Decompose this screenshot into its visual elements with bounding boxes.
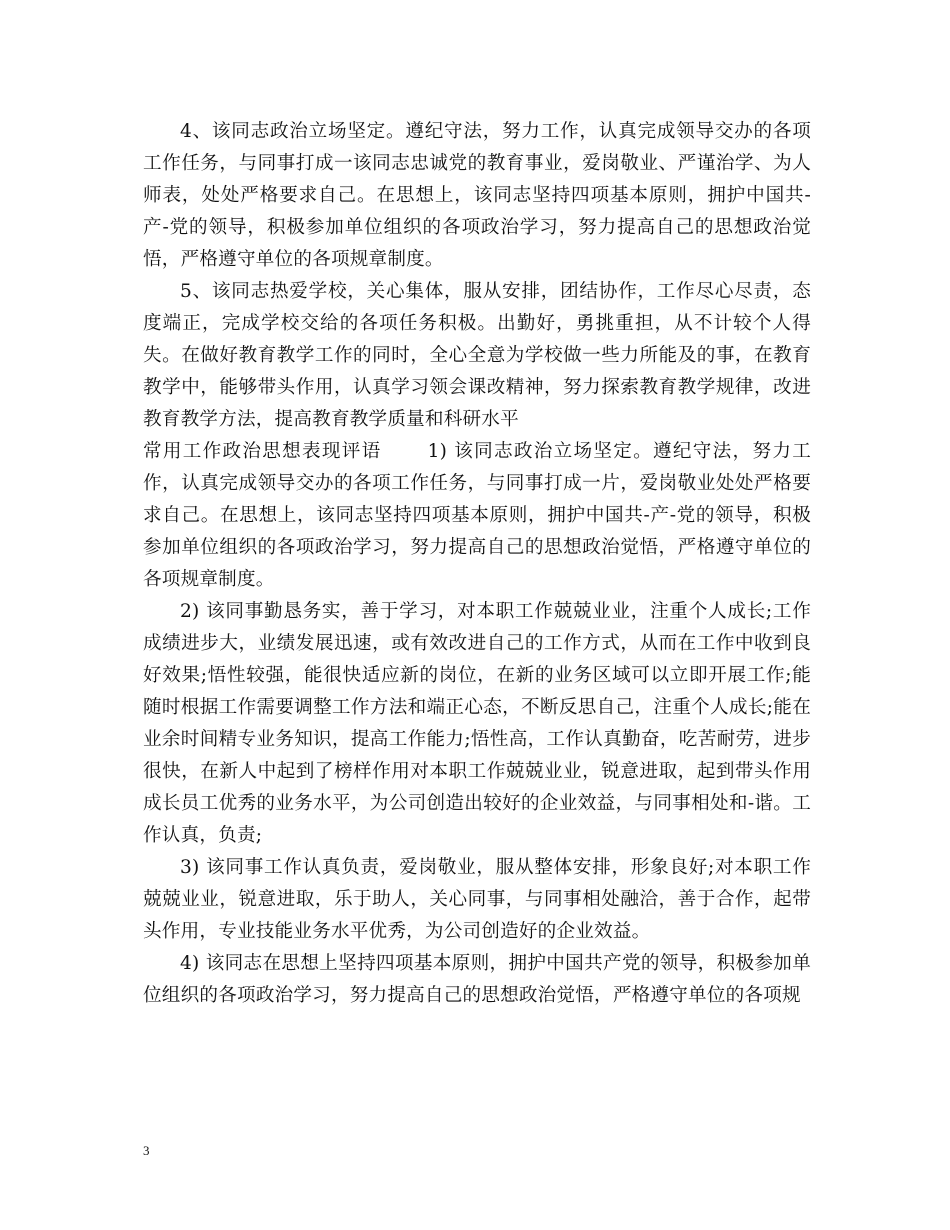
list-item-1: 1) 该同志政治立场坚定。遵纪守法，努力工作，认真完成领导交办的各项工作任务，与同事打成一片，爱岗敬业处处严格要求自己。在思想上，该同志坚持四项基本原则，拥护中国共-产-党的领导，积极参加单位组织的各项政治学习，努力提高自己的思想政治觉悟，严格遵守单位的各项规章制度。 — [143, 441, 811, 590]
section-heading: 常用工作政治思想表现评语 — [143, 441, 382, 462]
list-item-2: 2) 该同事勤恳务实，善于学习，对本职工作兢兢业业，注重个人成长;工作成绩进步大，业绩发展迅速，或有效改进自己的工作方式，从而在工作中收到良好效果;悟性较强，能很快适应新的岗位，在新的业务区域可以立即开展工作;能随时根据工作需要调整工作方法和端正心态，不断反思自己，注重个人成长;能在业余时间精专业务知识，提高工作能力;悟性高，工作认真勤奋，吃苦耐劳，进步很快，在新人中起到了榜样作用对本职工作兢兢业业，锐意进取，起到带头作用成长员工优秀的业务水平，为公司创造出较好的企业效益，与同事相处和-谐。工作认真，负责; — [143, 601, 811, 846]
document-body — [143, 116, 811, 1012]
paragraph-4: 4、该同志政治立场坚定。遵纪守法，努力工作，认真完成领导交办的各项工作任务，与同事打成一该同志忠诚党的教育事业，爱岗敬业、严谨治学、为人师表，处处严格要求自己。在思想上，该同志坚持四项基本原则，拥护中国共-产-党的领导，积极参加单位组织的各项政治学习，努力提高自己的思想政治觉悟，严格遵守单位的各项规章制度。 — [143, 121, 811, 270]
paragraph-5: 5、该同志热爱学校，关心集体，服从安排，团结协作，工作尽心尽责，态度端正，完成学校交给的各项任务积极。出勤好，勇挑重担，从不计较个人得失。在做好教育教学工作的同时，全心全意为学校做一些力所能及的事，在教育教学中，能够带头作用，认真学习领会课改精神，努力探索教育教学规律，改进教育教学方法，提高教育教学质量和科研水平 — [143, 281, 811, 430]
section-heading-paragraph — [143, 436, 811, 596]
page-number: 3 — [143, 1143, 150, 1158]
list-item-3: 3) 该同事工作认真负责，爱岗敬业，服从整体安排，形象良好;对本职工作兢兢业业，锐意进取，乐于助人，关心同事，与同事相处融洽，善于合作，起带头作用，专业技能业务水平优秀，为公司创造好的企业效益。 — [143, 857, 811, 942]
list-item-4: 4) 该同志在思想上坚持四项基本原则，拥护中国共产党的领导，积极参加单位组织的各项政治学习，努力提高自己的思想政治觉悟，严格遵守单位的各项规 — [143, 953, 811, 1006]
